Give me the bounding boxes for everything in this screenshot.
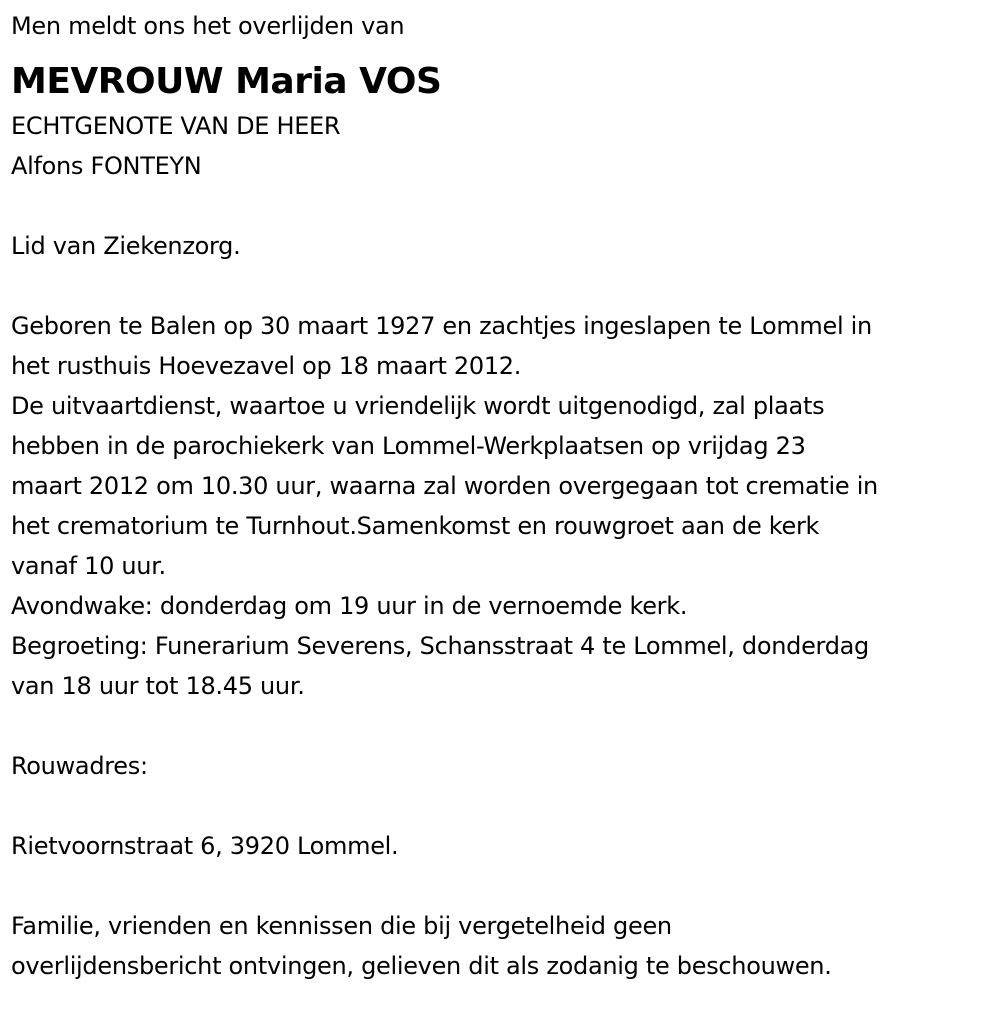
body-line: vanaf 10 uur. — [11, 552, 166, 580]
obituary-notice — [11, 6, 996, 986]
deceased-name: MEVROUW Maria VOS — [11, 61, 442, 102]
spacer — [11, 786, 996, 826]
body-line: hebben in de parochiekerk van Lommel-Werkplaatsen op vrijdag 23 — [11, 432, 806, 460]
spacer — [11, 706, 996, 746]
closing-line: overlijdensbericht ontvingen, gelieven dit als zodanig te beschouwen. — [11, 952, 832, 980]
body-line: het crematorium te Turnhout.Samenkomst en rouwgroet aan de kerk — [11, 512, 820, 540]
closing-line: Familie, vrienden en kennissen die bij vergetelheid geen — [11, 912, 672, 940]
membership-text: Lid van Ziekenzorg. — [11, 232, 241, 260]
spouse-line-2: Alfons FONTEYN — [11, 152, 202, 180]
spacer — [11, 266, 996, 306]
address-label: Rouwadres: — [11, 752, 148, 780]
body-line: De uitvaartdienst, waartoe u vriendelijk wordt uitgenodigd, zal plaats — [11, 392, 825, 420]
spacer — [11, 186, 996, 226]
body-line: maart 2012 om 10.30 uur, waarna zal worden overgegaan tot crematie in — [11, 472, 878, 500]
body-line: Avondwake: donderdag om 19 uur in de vernoemde kerk. — [11, 592, 688, 620]
body-line: het rusthuis Hoevezavel op 18 maart 2012. — [11, 352, 522, 380]
body-line: Begroeting: Funerarium Severens, Schansstraat 4 te Lommel, donderdag — [11, 632, 869, 660]
intro-text: Men meldt ons het overlijden van — [11, 12, 405, 40]
spouse-line-1: ECHTGENOTE VAN DE HEER — [11, 112, 341, 140]
body-line: Geboren te Balen op 30 maart 1927 en zachtjes ingeslapen te Lommel in — [11, 312, 872, 340]
mourning-address: Rietvoornstraat 6, 3920 Lommel. — [11, 832, 399, 860]
spacer — [11, 866, 996, 906]
body-line: van 18 uur tot 18.45 uur. — [11, 672, 305, 700]
